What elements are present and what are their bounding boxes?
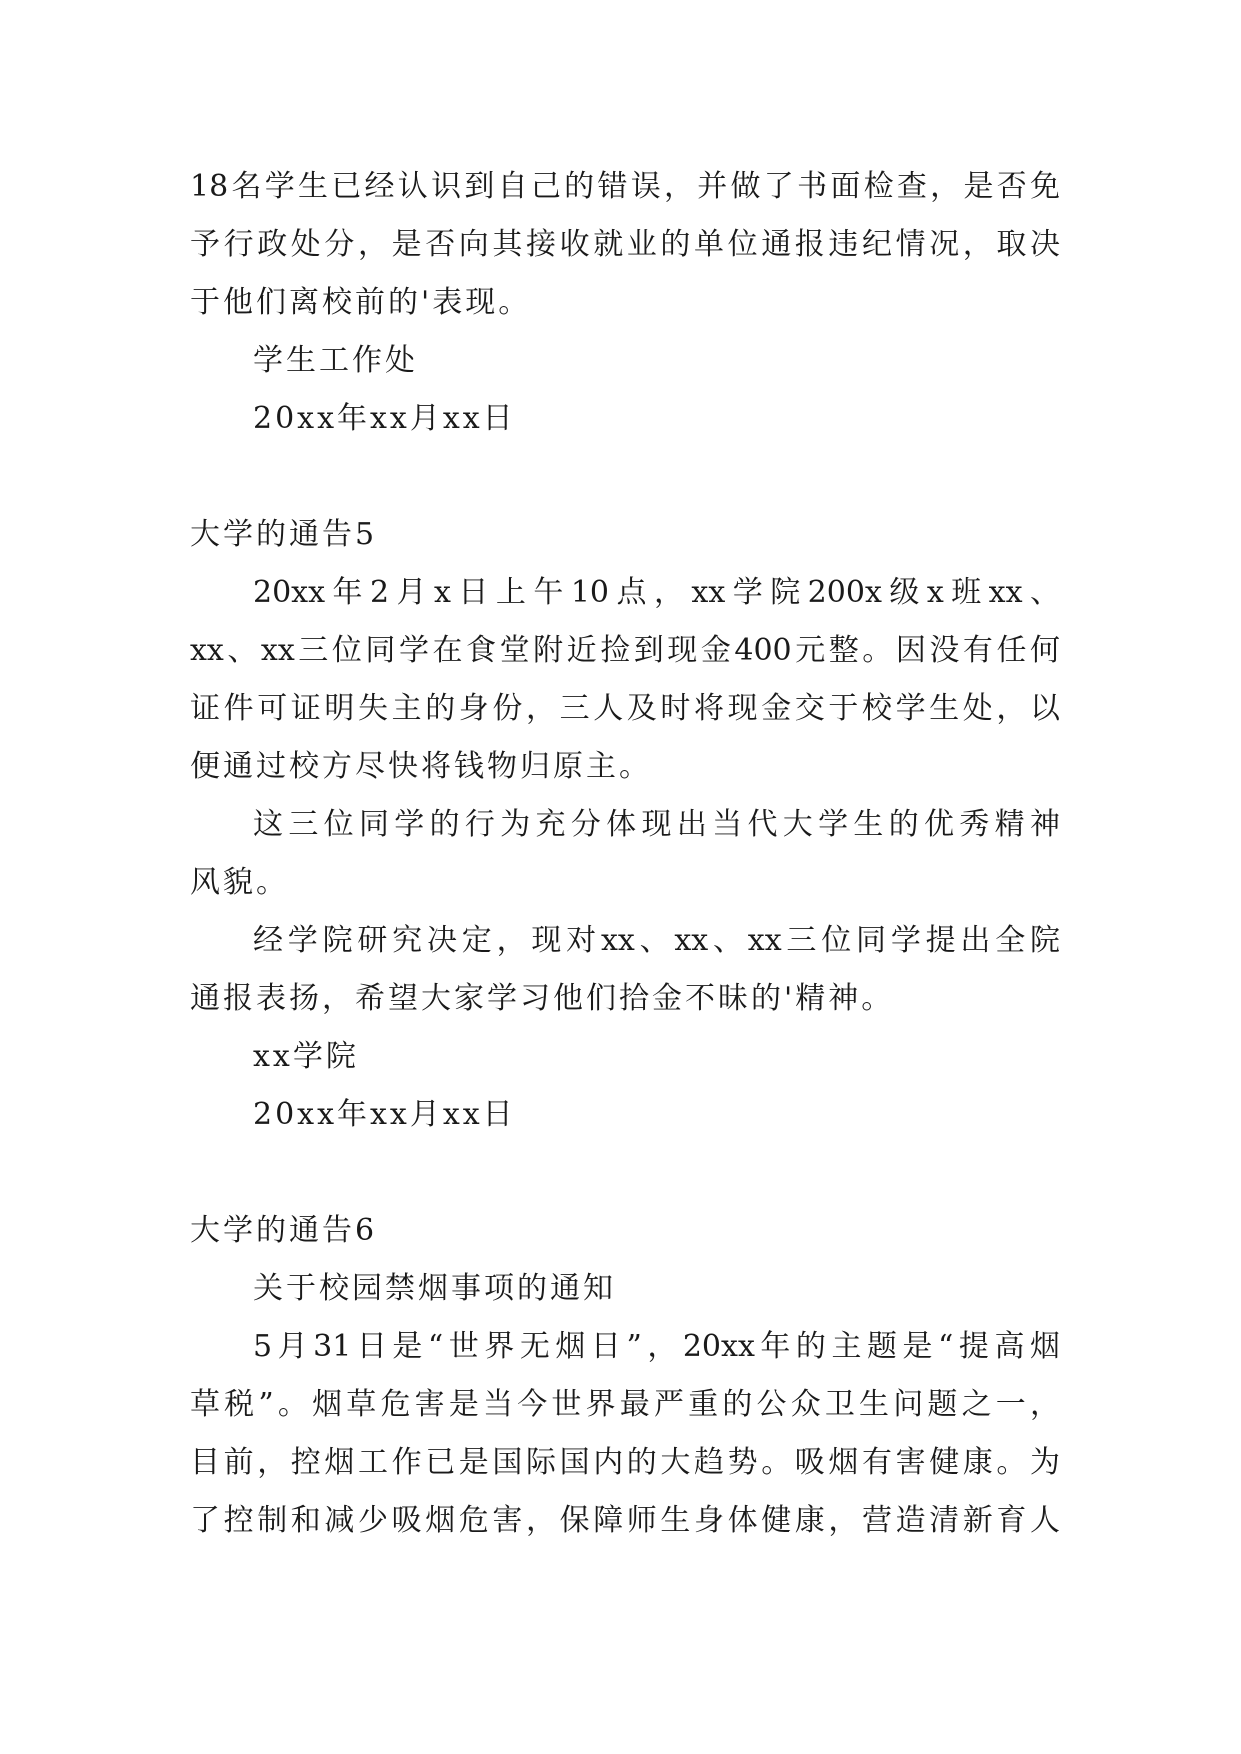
signature-date: 20xx年xx月xx日: [253, 401, 516, 436]
paragraph-line: 了控制和减少吸烟危害，保障师生身体健康，营造清新育人: [190, 1503, 1060, 1538]
paragraph-line: 于他们离校前的'表现。: [190, 285, 532, 320]
paragraph-line: 证件可证明失主的身份，三人及时将现金交于校学生处，以: [190, 691, 1060, 726]
paragraph-line: 通报表扬，希望大家学习他们拾金不昧的'精神。: [190, 981, 895, 1016]
notice-title: 关于校园禁烟事项的通知: [253, 1271, 616, 1306]
section-heading: 大学的通告5: [190, 517, 378, 552]
paragraph-line: 目前，控烟工作已是国际国内的大趋势。吸烟有害健康。为: [190, 1445, 1060, 1480]
signature-org: xx学院: [253, 1039, 359, 1074]
paragraph-line: 这三位同学的行为充分体现出当代大学生的优秀精神: [253, 807, 1060, 842]
paragraph-line: 5月31日是“世界无烟日”，20xx年的主题是“提高烟: [253, 1329, 1060, 1364]
signature-date: 20xx年xx月xx日: [253, 1097, 516, 1132]
paragraph-line: 经学院研究决定，现对xx、xx、xx三位同学提出全院: [253, 923, 1060, 958]
paragraph-line: 便通过校方尽快将钱物归原主。: [190, 749, 652, 784]
paragraph-line: 18名学生已经认识到自己的错误，并做了书面检查，是否免: [190, 169, 1060, 204]
paragraph-line: 20xx年2月x日上午10点，xx学院200x级x班xx、: [253, 575, 1060, 610]
section-heading: 大学的通告6: [190, 1213, 378, 1248]
paragraph-line: xx、xx三位同学在食堂附近捡到现金400元整。因没有任何: [190, 633, 1060, 668]
paragraph-line: 草税”。烟草危害是当今世界最严重的公众卫生问题之一，: [190, 1387, 1060, 1422]
signature-org: 学生工作处: [253, 343, 418, 378]
paragraph-line: 风貌。: [190, 865, 289, 900]
paragraph-line: 予行政处分，是否向其接收就业的单位通报违纪情况，取决: [190, 227, 1060, 262]
